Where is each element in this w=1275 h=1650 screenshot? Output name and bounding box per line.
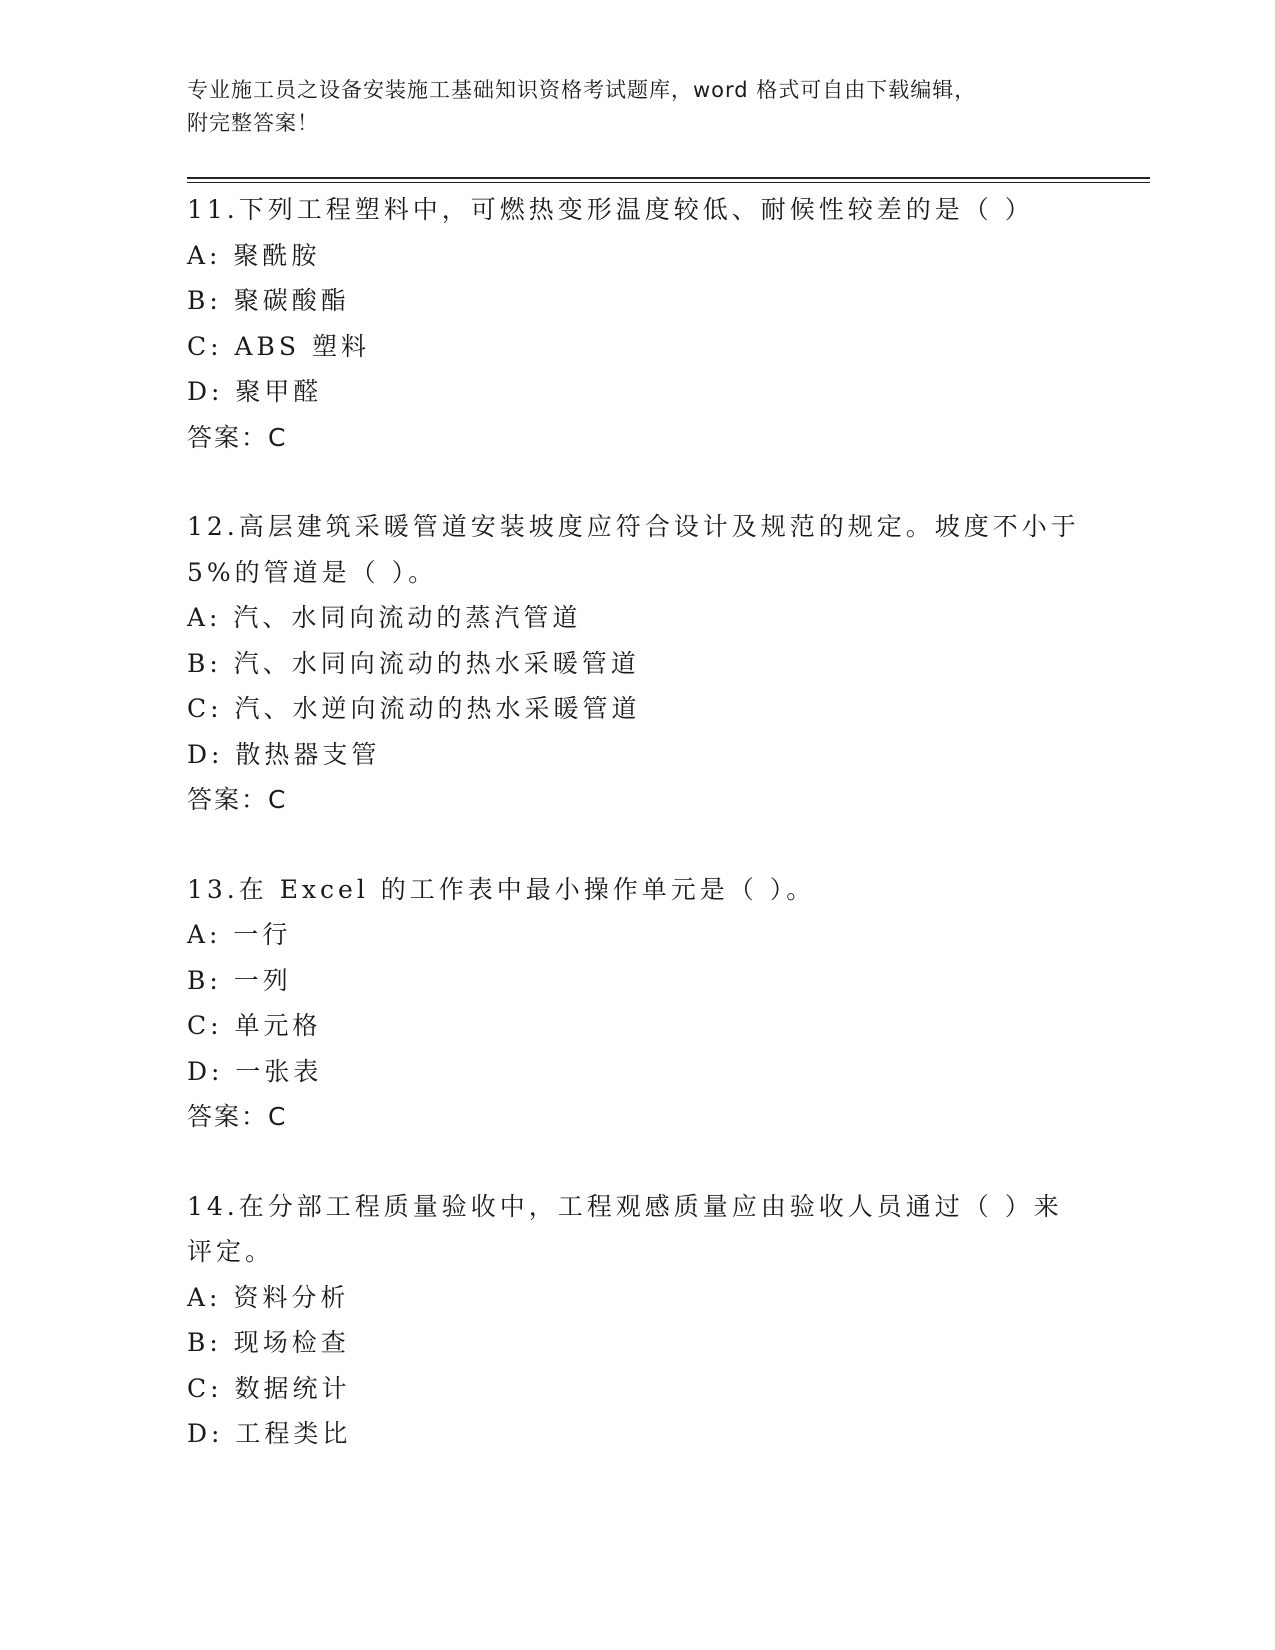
question-stem-continued: 评定。: [187, 1237, 275, 1266]
answer-line: 答案：C: [187, 785, 288, 814]
question-11: [187, 187, 1087, 460]
option-a: A: 一行: [187, 920, 292, 949]
option-b: B: 现场检查: [187, 1328, 350, 1357]
document-header: 专业施工员之设备安装施工基础知识资格考试题库，word 格式可自由下载编辑， 附完整答案！: [187, 78, 977, 135]
option-c: C: 汽、水逆向流动的热水采暖管道: [187, 694, 641, 723]
option-c: C: ABS 塑料: [187, 331, 370, 361]
question-stem: 12.高层建筑采暖管道安装坡度应符合设计及规范的规定。坡度不小于: [187, 512, 1080, 541]
question-13: [187, 867, 1087, 1140]
option-b: B: 一列: [187, 965, 292, 995]
header-rule-thick: [187, 177, 1150, 179]
question-stem-continued: 5%的管道是（ ）。: [187, 557, 438, 587]
answer-line: 答案：C: [187, 422, 288, 452]
question-stem: 14.在分部工程质量验收中，工程观感质量应由验收人员通过（ ）来: [187, 1191, 1063, 1221]
option-c: C: 单元格: [187, 1011, 322, 1040]
question-list: [187, 187, 1087, 1501]
question-14: [187, 1184, 1087, 1457]
question-12: [187, 504, 1087, 823]
answer-line: 答案：C: [187, 1102, 288, 1131]
option-d: D: 工程类比: [187, 1419, 352, 1448]
option-a: A: 聚酰胺: [187, 240, 321, 270]
option-d: D: 散热器支管: [187, 739, 381, 769]
option-a: A: 资料分析: [187, 1282, 350, 1312]
option-b: B: 汽、水同向流动的热水采暖管道: [187, 648, 640, 678]
option-d: D: 聚甲醛: [187, 377, 323, 406]
option-c: C: 数据统计: [187, 1373, 351, 1403]
option-b: B: 聚碳酸酯: [187, 286, 350, 315]
question-stem: 13.在 Excel 的工作表中最小操作单元是（ ）。: [187, 874, 816, 904]
option-d: D: 一张表: [187, 1056, 323, 1086]
question-stem: 11.下列工程塑料中，可燃热变形温度较低、耐候性较差的是（ ）: [187, 195, 1034, 224]
header-rule-thin: [187, 182, 1150, 183]
option-a: A: 汽、水同向流动的蒸汽管道: [187, 603, 582, 632]
